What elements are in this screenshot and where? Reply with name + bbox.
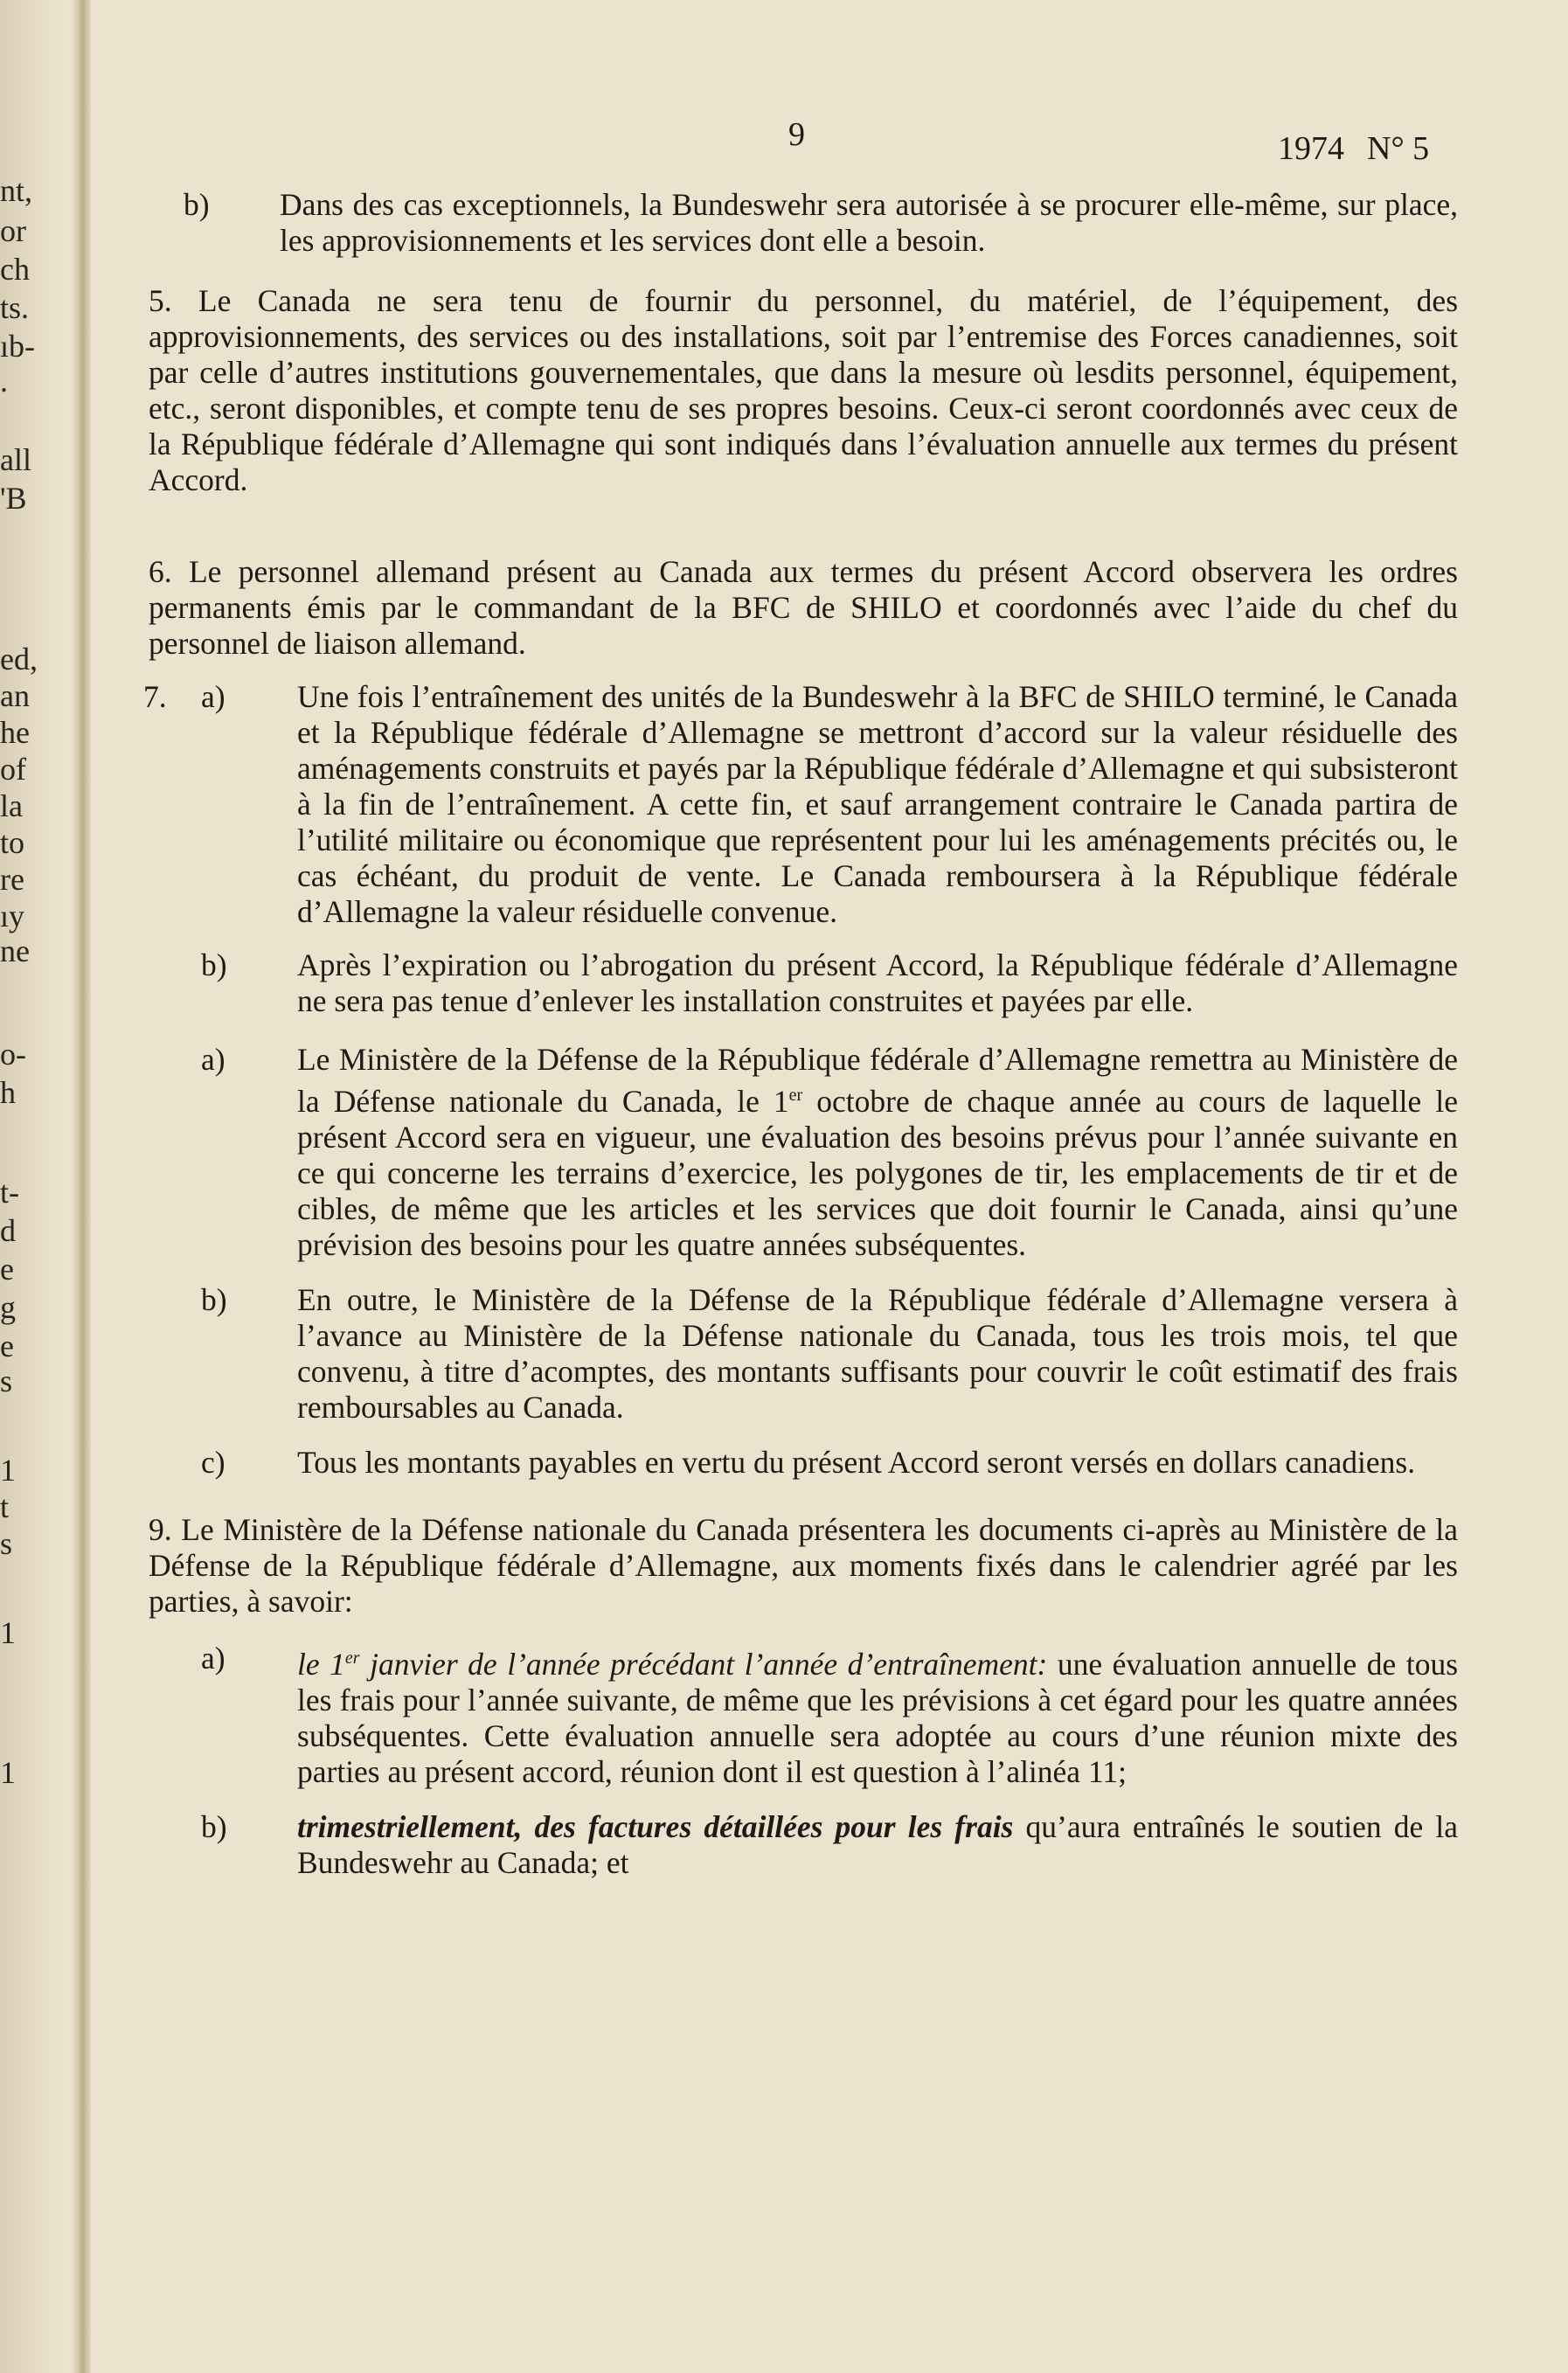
margin-fragment: t: [0, 1489, 10, 1524]
paragraph-text: Tous les montants payables en vertu du présent Accord seront versés en dollars canadiens.: [297, 1444, 1416, 1480]
margin-fragment: la: [0, 788, 23, 823]
paragraph-number: 7.: [143, 679, 167, 714]
margin-fragment: e: [0, 1252, 14, 1287]
italic-date-cont: janvier de l’année précédant l’année d’entraînement:: [359, 1646, 1048, 1682]
paragraph-text: Le Ministère de la Défense de la République fédérale d’Allemagne remettra au Ministère de la Défense nationale du Canada, le 1: [297, 1042, 1458, 1119]
header-year: 1974: [1278, 130, 1344, 167]
italic-lead: trimestriellement, des factures détaillées pour les frais: [297, 1808, 1014, 1844]
paragraph-8b: [201, 1282, 1458, 1426]
margin-fragment: 1: [0, 1755, 16, 1790]
margin-fragment: d: [0, 1213, 16, 1248]
paragraph-number: 5.: [149, 283, 172, 318]
margin-fragment: or: [0, 213, 26, 248]
paragraph-8c: [201, 1445, 1458, 1481]
paragraph-7b: [201, 947, 1458, 1019]
margin-fragment: ne: [0, 933, 30, 968]
paragraph-9: [149, 1512, 1458, 1620]
margin-fragment: s: [0, 1363, 13, 1398]
margin-fragment: ts.: [0, 290, 30, 325]
margin-fragment: 'B: [0, 481, 27, 516]
item-label: b): [201, 947, 227, 982]
superscript: er: [344, 1648, 360, 1668]
margin-fragment: s: [0, 1526, 13, 1561]
paragraph-text: Une fois l’entraînement des unités de la Bundeswehr à la BFC de SHILO terminé, le Canada et la République fédérale d’Allemagne se mettront d’accord sur la valeur résiduelle des aménagements construits et payés par la République fédérale d’Allemagne et qui subsisteront à la fin de l’entraînement. A cette fin, et sauf arrangement contraire le Canada partira de l’utilité militaire ou économique que représentent pour lui les aménagements précités ou, le cas échéant, du produit de vente. Le Canada remboursera à la République fédérale d’Allemagne la valeur résiduelle convenue.: [297, 679, 1458, 929]
paragraph-text: Le Canada ne sera tenu de fournir du personnel, du matériel, de l’équipement, des approvisionnements, des services ou des installations, soit par l’entremise des Forces canadiennes, soit par celle d’autres institutions gouvernementales, que dans la mesure où lesdits personnel, équipement, etc., seront disponibles, et compte tenu de ses propres besoins. Ceux-ci seront coordonnés avec ceux de la République fédérale d’Allemagne qui sont indiqués dans l’évaluation annuelle aux termes du présent Accord.: [149, 283, 1459, 497]
margin-fragment: he: [0, 715, 30, 750]
margin-fragment: 1: [0, 1615, 16, 1650]
paragraph-text: Dans des cas exceptionnels, la Bundeswehr sera autorisée à se procurer elle-même, sur place, les approvisionnements et les services dont elle a besoin.: [280, 187, 1458, 258]
margin-fragment: to: [0, 825, 25, 860]
paragraph-4b: [184, 187, 1458, 259]
paragraph-text: Le Ministère de la Défense nationale du Canada présentera les documents ci-après au Ministère de la Défense de la République fédérale d’Allemagne, aux moments fixés dans le calendrier agréé par les parties, à savoir:: [149, 1511, 1459, 1619]
margin-fragment: an: [0, 678, 30, 713]
paragraph-6: [149, 554, 1458, 662]
paragraph-text: En outre, le Ministère de la Défense de la République fédérale d’Allemagne versera à l’avance au Ministère de la Défense nationale du Canada, tous les trois mois, tel que convenu, à titre d’acomptes, des montants suffisants pour couvrir le coût estimatif des frais remboursables au Canada.: [297, 1281, 1458, 1425]
paragraph-8: [149, 1042, 1458, 1481]
paragraph-text: Après l’expiration ou l’abrogation du présent Accord, la République fédérale d’Allemagne ne sera pas tenue d’enlever les installation construites et payées par elle.: [297, 947, 1458, 1018]
paragraph-7: [143, 679, 1458, 1019]
margin-fragment: .: [0, 364, 8, 399]
margin-fragment: g: [0, 1290, 16, 1325]
margin-fragment: h: [0, 1075, 16, 1110]
item-label: a): [201, 679, 225, 714]
item-label: b): [184, 187, 210, 222]
margin-fragment: re: [0, 862, 24, 897]
paragraph-number: 9.: [149, 1511, 172, 1547]
superscript: er: [788, 1086, 803, 1105]
margin-fragment: all: [0, 442, 31, 477]
item-label: a): [201, 1042, 225, 1077]
page-number: 9: [788, 116, 805, 153]
paragraph-text: une évaluation annuelle de tous les frais pour l’année suivante, de même que les prévisions à cet égard pour les quatre années subséquentes. Cette évaluation annuelle sera adoptée au cours d’une réunion mixte des parties au présent accord, réunion dont il est question à l’alinéa 11;: [297, 1646, 1459, 1789]
paragraph-text-cont: octobre de chaque année au cours de laquelle le présent Accord sera en vigueur, une évaluation des besoins prévus pour l’année suivante en ce qui concerne les terrains d’exercice, les polygones de tir, les emplacements de tir et de cibles, de même que les articles et les services que doit fournir le Canada, ainsi qu’une prévision des besoins pour les quatre années subséquentes.: [297, 1083, 1458, 1262]
margin-fragment: o-: [0, 1037, 26, 1072]
item-label: b): [201, 1281, 227, 1317]
margin-fragment: ch: [0, 252, 30, 287]
margin-fragment: e: [0, 1329, 14, 1363]
paragraph-7a: [201, 679, 1458, 930]
paragraph-number: 6.: [149, 554, 172, 589]
margin-fragment: ıb-: [0, 329, 35, 364]
paragraph-9a: [201, 1641, 1458, 1790]
margin-fragment: 1: [0, 1453, 16, 1488]
item-label: a): [201, 1640, 225, 1676]
margin-fragment: ıy: [0, 899, 25, 933]
item-label: b): [201, 1808, 227, 1844]
margin-fragment: of: [0, 752, 26, 787]
item-label: c): [201, 1444, 225, 1480]
article-body: [143, 187, 1459, 1881]
italic-date: le 1: [297, 1646, 345, 1682]
margin-fragment: t-: [0, 1175, 19, 1210]
paragraph-9b: [201, 1809, 1458, 1881]
running-header: [1278, 129, 1429, 168]
book-spine-shadow: [72, 0, 91, 2373]
paragraph-5: [149, 283, 1458, 498]
paragraph-8a: [201, 1042, 1458, 1263]
margin-fragment: ed,: [0, 642, 38, 677]
paragraph-text: Le personnel allemand présent au Canada aux termes du présent Accord observera les ordres permanents émis par le commandant de la BFC de SHILO et coordonnés avec l’aide du chef du personnel de liaison allemand.: [149, 554, 1458, 661]
paragraph-text: qu’aura entraînés le soutien de la Bundeswehr au Canada; et: [297, 1808, 1458, 1880]
margin-fragment: nt,: [0, 173, 33, 208]
header-doc-number: N° 5: [1367, 130, 1430, 167]
